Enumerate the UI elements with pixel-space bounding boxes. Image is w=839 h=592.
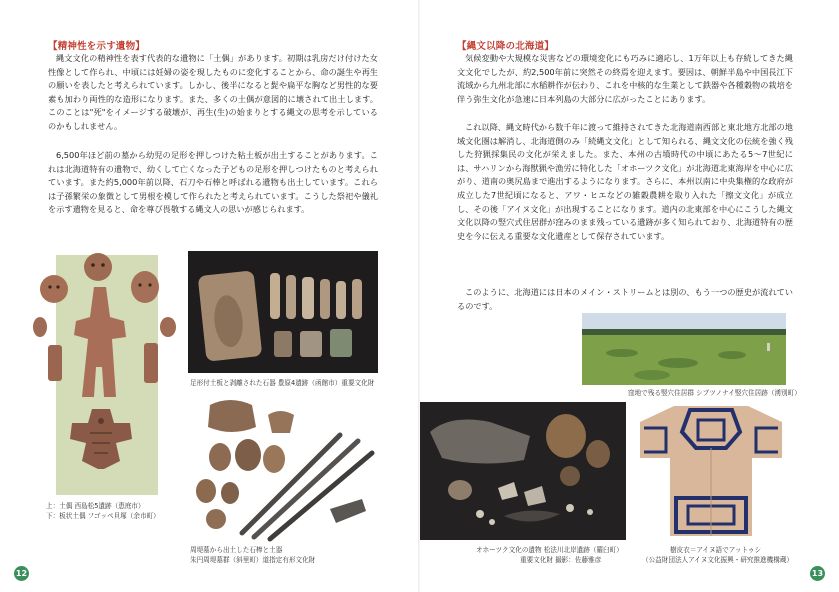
okhotsk-artifacts-photo	[420, 402, 626, 540]
right-section-heading: 【縄文以降の北海道】	[457, 41, 555, 52]
right-paragraph-2: これ以降、縄文時代から数千年に渡って維持されてきた北海道南西部と東北地方北部の地域文化圏は解消し、北海道側のみ「続縄文文化」として知られる、縄文文化の伝統を強く残した狩猟採集民の文化が栄えました。また、本州の古墳時代の中頃にあたる5〜7世紀には、サハリンから海獣猟や漁労に特化した「オホーツク文化」が北海道北東海岸を中心に広がり、道南の奥尻島まで進出するようになります。さらに、本州以南に中央集権的な政府が成立した7世紀頃になると、アワ・ヒエなどの雑穀農耕を取り入れた「擦文文化」が成立し、その後「アイヌ文化」が出現することになります。道内の北東部を中心にこうした縄文文化以降の竪穴式住居群が窪みのまま残っている遺跡が多く知られており、北海道特有の歴史を今に伝える重要な文化遺産として保存されています。	[457, 122, 793, 241]
left-section-heading: 【精神性を示す遺物】	[48, 41, 146, 52]
page-number-right: 13	[810, 566, 825, 581]
attush-robe-photo	[636, 402, 786, 540]
caption-okhotsk-line1: オホーツク文化の遺物 松法川北岸遺跡（羅臼町）	[476, 546, 623, 554]
left-paragraph-2: 6,500年ほど前の墓から幼児の足形を押しつけた粘土板が出土することがあります。これは北海道特有の遺物で、幼くして亡くなった子どもの足形を押しつけたものと考えられています。また約5,000年前以降、石刀や石棒と呼ばれる遺物も出土しています。これらは子孫繁栄の象徴として男根を模して作られたと考えられています。こうした祭祀や儀礼を示す遺物を見ると、命を尊び畏敬する縄文人の思いが感じられます。	[48, 150, 378, 215]
footprint-tablet-photo	[188, 251, 378, 373]
left-paragraph-1: 縄文文化の精神性を表す代表的な遺物に「土偶」があります。初期は乳房だけ付けた女性像として作られ、中頃には妊婦の姿を現したものに変化することから、命の誕生や再生の願いを表したと考えられています。しかし、後半になると髭や扁平な胸など男性的な要素も加わり両性的な造形になります。また、多くの土偶が意図的に壊されて出土します。このことは"死"をイメージする破壊が、再生(生)の始まりとする縄文の思考を示しているのかもしれません。	[48, 53, 378, 131]
caption-footprint-tablet: 足形付土板と剥離された石器 豊原4遺跡（函館市）重要文化財	[190, 379, 375, 387]
caption-stone-rods-line1: 周堤墓から出土した石棒と土器	[190, 546, 283, 554]
caption-dogu-line1: 上：土偶 西島松5遺跡（恵庭市）	[46, 502, 145, 510]
caption-okhotsk-line2: 重要文化財 撮影：佐藤雅彦	[520, 556, 602, 564]
caption-stone-rods-line2: 朱円周堤墓群（斜里町）道指定有形文化財	[190, 556, 316, 564]
caption-robe-line2: （公益財団法人アイヌ文化振興・研究推進機構蔵）	[642, 556, 794, 564]
caption-pit-dwellings: 窪地で残る竪穴住居群 シブツノナイ竪穴住居跡（湧別町）	[628, 389, 801, 397]
right-paragraph-3: このように、北海道には日本のメイン・ストリームとは別の、もう一つの歴史が流れているのです。	[457, 287, 793, 311]
stone-rods-pottery-photo	[190, 395, 380, 543]
right-page	[420, 0, 839, 592]
pit-dwelling-field-photo	[582, 313, 786, 385]
left-page	[0, 0, 419, 592]
page-number-left: 12	[14, 566, 29, 581]
caption-robe-line1: 樹皮衣＝アイヌ語でアットゥシ	[670, 546, 762, 554]
caption-dogu-line2: 下：板状土偶 フゴッペ貝塚（余市町）	[46, 512, 160, 520]
dogu-figurines-photo	[32, 247, 182, 497]
right-paragraph-1: 気候変動や大規模な災害などの環境変化にも巧みに適応し、1万年以上も存続してきた縄文文化でしたが、約2,500年前に突然その終焉を迎えます。要因は、朝鮮半島や中国長江下流域から九州北部に水稲耕作が伝わり、これを中核的な生業として鉄器や各種穀物の栽培を伴う弥生文化が急速に日本列島の大部分に広がったことにあります。	[457, 53, 793, 104]
